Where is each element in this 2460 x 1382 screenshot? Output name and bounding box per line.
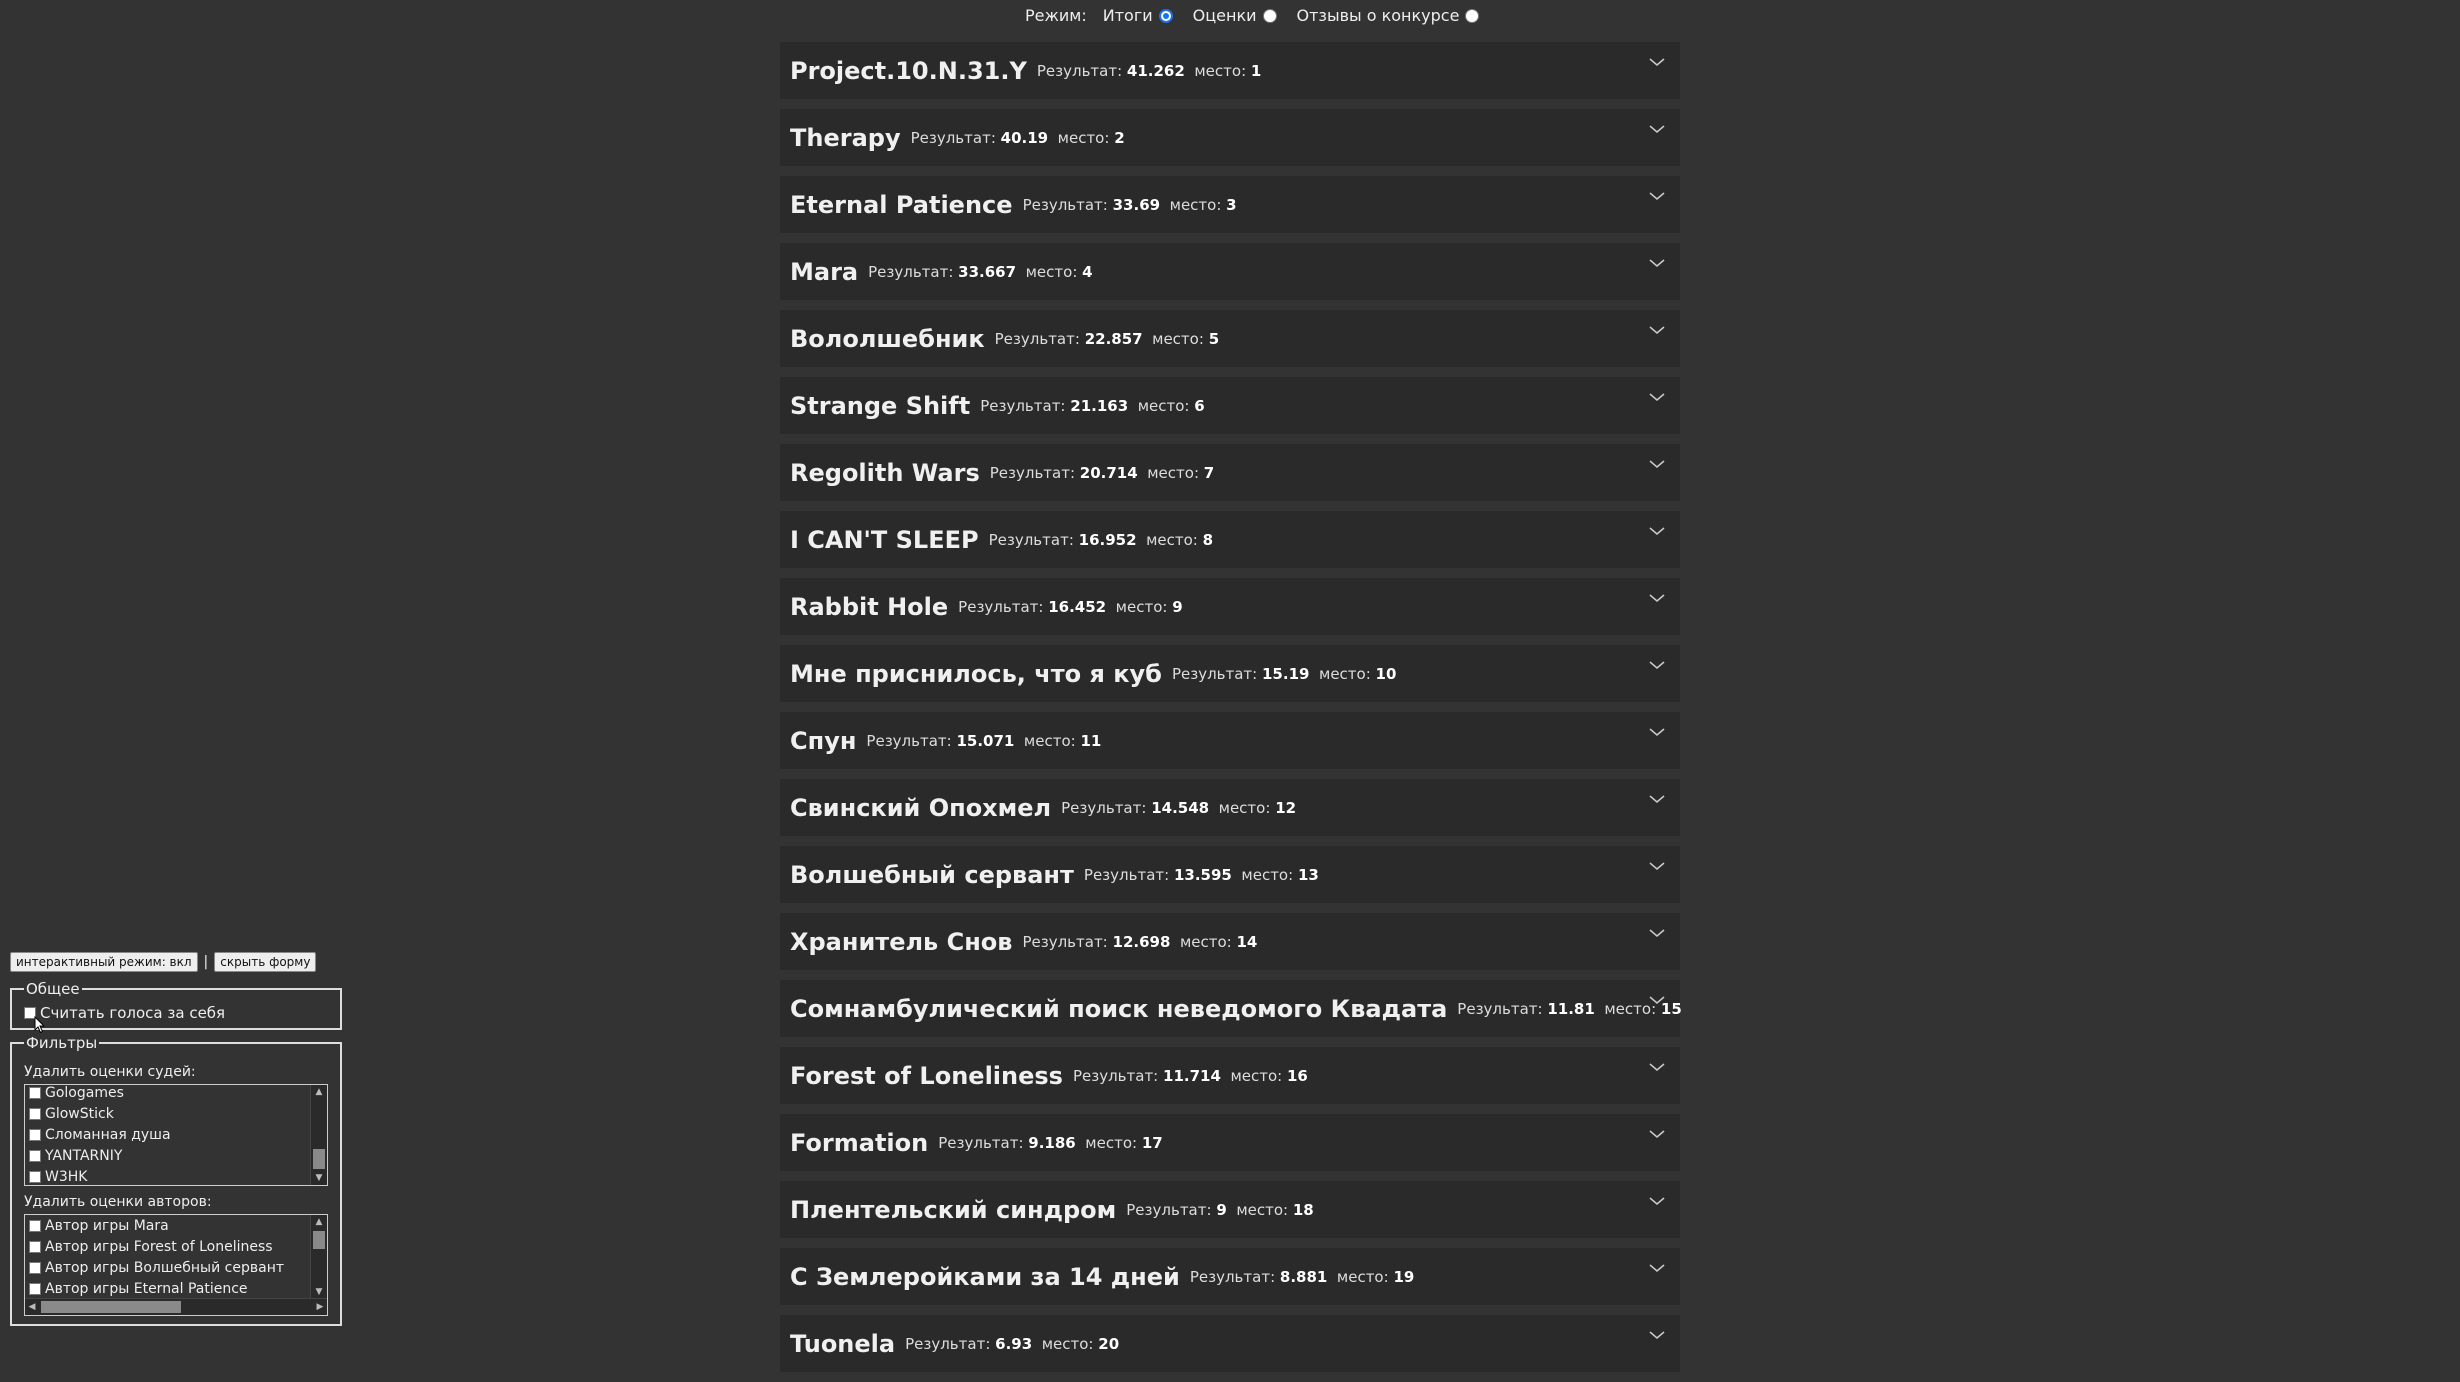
game-title: Therapy bbox=[790, 123, 901, 152]
result-place: 1 bbox=[1250, 61, 1262, 80]
result-place: 18 bbox=[1292, 1200, 1314, 1219]
judge-name: YANTARNIY bbox=[45, 1147, 123, 1164]
control-panel bbox=[10, 952, 342, 1326]
place-label: место: bbox=[1137, 396, 1190, 415]
authors-hscroll-thumb[interactable] bbox=[41, 1301, 181, 1313]
game-title: Мне приснилось, что я куб bbox=[790, 659, 1162, 688]
scroll-up-icon[interactable]: ▲ bbox=[315, 1087, 323, 1097]
author-name: Автор игры Mara bbox=[45, 1217, 169, 1234]
result-score: 33.667 bbox=[958, 262, 1017, 281]
place-label: место: bbox=[1169, 195, 1222, 214]
game-title: Mara bbox=[790, 257, 859, 286]
general-legend: Общее bbox=[26, 980, 80, 998]
judges-label: Удалить оценки судей: bbox=[24, 1064, 196, 1080]
result-row[interactable] bbox=[780, 243, 1680, 300]
result-place: 13 bbox=[1297, 865, 1319, 884]
place-label: место: bbox=[1025, 262, 1078, 281]
game-meta bbox=[938, 1134, 1162, 1152]
mode-option-label-itogi[interactable]: Итоги bbox=[1102, 6, 1153, 25]
mouse-cursor-icon bbox=[34, 1016, 46, 1034]
result-row[interactable] bbox=[780, 511, 1680, 568]
authors-scrollbar[interactable] bbox=[310, 1215, 327, 1299]
result-label: Результат: bbox=[958, 597, 1044, 616]
result-score: 8.881 bbox=[1279, 1267, 1328, 1286]
judge-checkbox[interactable] bbox=[29, 1108, 41, 1120]
judge-checkbox[interactable] bbox=[29, 1129, 41, 1141]
author-name: Автор игры Forest of Loneliness bbox=[45, 1238, 273, 1255]
result-label: Результат: bbox=[1171, 664, 1258, 683]
result-place: 19 bbox=[1393, 1267, 1415, 1286]
game-meta bbox=[1084, 866, 1319, 884]
result-score: 40.19 bbox=[1000, 128, 1049, 147]
author-checkbox[interactable] bbox=[29, 1241, 41, 1253]
game-meta bbox=[1073, 1067, 1308, 1085]
result-label: Результат: bbox=[1189, 1267, 1276, 1286]
result-place: 3 bbox=[1226, 195, 1237, 214]
result-place: 14 bbox=[1236, 932, 1258, 951]
result-label: Результат: bbox=[866, 731, 952, 750]
result-row[interactable] bbox=[780, 712, 1680, 769]
result-row[interactable] bbox=[780, 444, 1680, 501]
chevron-down-icon[interactable] bbox=[1648, 927, 1666, 939]
chevron-down-icon[interactable] bbox=[1648, 324, 1666, 336]
author-checkbox[interactable] bbox=[29, 1220, 41, 1232]
result-label: Результат: bbox=[938, 1133, 1024, 1152]
result-label: Результат: bbox=[1083, 865, 1170, 884]
result-place: 8 bbox=[1202, 530, 1214, 549]
result-label: Результат: bbox=[868, 262, 954, 281]
result-place: 5 bbox=[1208, 329, 1220, 348]
result-row[interactable] bbox=[780, 578, 1680, 635]
result-place: 20 bbox=[1098, 1334, 1120, 1353]
result-label: Результат: bbox=[988, 530, 1074, 549]
result-label: Результат: bbox=[910, 128, 996, 147]
result-score: 41.262 bbox=[1126, 61, 1185, 80]
chevron-down-icon[interactable] bbox=[1648, 860, 1666, 872]
game-meta bbox=[868, 263, 1092, 281]
game-meta bbox=[995, 330, 1219, 348]
game-meta bbox=[1172, 665, 1396, 683]
game-meta bbox=[989, 531, 1213, 549]
result-score: 15.071 bbox=[956, 731, 1015, 750]
result-score: 6.93 bbox=[995, 1334, 1033, 1353]
hide-form-button[interactable]: скрыть форму bbox=[214, 952, 316, 972]
result-row[interactable] bbox=[780, 42, 1680, 99]
result-place: 9 bbox=[1172, 597, 1183, 616]
authors-scroll-thumb[interactable] bbox=[313, 1231, 325, 1249]
scroll-left-icon[interactable]: ◀ bbox=[28, 1302, 36, 1312]
author-name: Автор игры Волшебный сервант bbox=[45, 1259, 284, 1276]
result-score: 21.163 bbox=[1070, 396, 1129, 415]
result-label: Результат: bbox=[1022, 195, 1108, 214]
place-label: место: bbox=[1115, 597, 1168, 616]
judge-filter-item[interactable] bbox=[25, 1145, 327, 1166]
result-label: Результат: bbox=[905, 1334, 991, 1353]
button-separator: | bbox=[203, 954, 209, 970]
place-label: место: bbox=[1336, 1267, 1389, 1286]
game-title: Regolith Wars bbox=[790, 458, 980, 487]
chevron-down-icon[interactable] bbox=[1648, 190, 1666, 202]
result-score: 20.714 bbox=[1079, 463, 1138, 482]
result-score: 12.698 bbox=[1112, 932, 1171, 951]
game-meta bbox=[990, 464, 1214, 482]
chevron-down-icon[interactable] bbox=[1648, 56, 1666, 68]
result-label: Результат: bbox=[980, 396, 1066, 415]
game-title: Rabbit Hole bbox=[790, 592, 949, 621]
author-checkbox[interactable] bbox=[29, 1262, 41, 1274]
author-filter-item[interactable] bbox=[25, 1278, 327, 1299]
chevron-down-icon[interactable] bbox=[1648, 592, 1666, 604]
chevron-down-icon[interactable] bbox=[1648, 525, 1666, 537]
judge-name: GlowStick bbox=[45, 1105, 114, 1122]
judge-name: W3HK bbox=[45, 1168, 88, 1185]
result-place: 4 bbox=[1082, 262, 1093, 281]
result-row[interactable] bbox=[780, 645, 1680, 702]
chevron-down-icon[interactable] bbox=[1648, 1262, 1666, 1274]
result-place: 11 bbox=[1080, 731, 1102, 750]
authors-items bbox=[25, 1215, 327, 1299]
chevron-down-icon[interactable] bbox=[1648, 1329, 1666, 1341]
result-label: Результат: bbox=[989, 463, 1076, 482]
chevron-down-icon[interactable] bbox=[1648, 1128, 1666, 1140]
author-filter-item[interactable] bbox=[25, 1236, 327, 1257]
game-title: Сомнамбулический поиск неведомого Квадата bbox=[790, 994, 1448, 1023]
result-place: 2 bbox=[1114, 128, 1125, 147]
result-label: Результат: bbox=[1072, 1066, 1159, 1085]
judge-name: Gologames bbox=[45, 1084, 124, 1101]
authors-label: Удалить оценки авторов: bbox=[24, 1194, 212, 1210]
result-row[interactable] bbox=[780, 1315, 1680, 1372]
game-title: Project.10.N.31.Y bbox=[790, 56, 1027, 85]
game-title: Плентельский синдром bbox=[790, 1195, 1117, 1224]
filters-fieldset bbox=[10, 1034, 342, 1326]
authors-listbox[interactable] bbox=[24, 1214, 328, 1316]
result-row[interactable] bbox=[780, 913, 1680, 970]
result-row[interactable] bbox=[780, 176, 1680, 233]
game-title: Свинский Опохмел bbox=[790, 793, 1052, 822]
judges-items bbox=[25, 1084, 327, 1186]
result-place: 15 bbox=[1660, 999, 1682, 1018]
author-checkbox[interactable] bbox=[29, 1283, 41, 1295]
result-score: 22.857 bbox=[1084, 329, 1143, 348]
game-meta bbox=[1022, 933, 1257, 951]
scroll-down-icon[interactable]: ▼ bbox=[315, 1173, 323, 1183]
game-title: Хранитель Снов bbox=[790, 927, 1013, 956]
game-meta bbox=[1190, 1268, 1414, 1286]
mode-radio-otzyvy[interactable] bbox=[1465, 9, 1479, 23]
result-place: 17 bbox=[1141, 1133, 1163, 1152]
place-label: место: bbox=[1604, 999, 1657, 1018]
place-label: место: bbox=[1319, 664, 1371, 683]
chevron-down-icon[interactable] bbox=[1648, 257, 1666, 269]
result-row[interactable] bbox=[780, 779, 1680, 836]
authors-hscrollbar[interactable] bbox=[25, 1298, 327, 1315]
place-label: место: bbox=[1241, 865, 1294, 884]
game-meta bbox=[866, 732, 1101, 750]
judge-filter-item[interactable] bbox=[25, 1084, 327, 1103]
game-title: Спун bbox=[790, 726, 857, 755]
chevron-down-icon[interactable] bbox=[1648, 793, 1666, 805]
result-place: 12 bbox=[1275, 798, 1297, 817]
result-label: Результат: bbox=[1061, 798, 1147, 817]
general-fieldset bbox=[10, 980, 342, 1030]
place-label: место: bbox=[1230, 1066, 1283, 1085]
judges-listbox[interactable] bbox=[24, 1084, 328, 1186]
author-name: Автор игры Eternal Patience bbox=[45, 1280, 248, 1297]
result-row[interactable] bbox=[780, 310, 1680, 367]
result-row[interactable] bbox=[780, 1047, 1680, 1104]
place-label: место: bbox=[1023, 731, 1076, 750]
judges-scroll-thumb[interactable] bbox=[313, 1149, 325, 1169]
mode-radio-itogi[interactable] bbox=[1159, 9, 1173, 23]
judge-checkbox[interactable] bbox=[29, 1087, 41, 1099]
result-row[interactable] bbox=[780, 1248, 1680, 1305]
result-place: 6 bbox=[1194, 396, 1205, 415]
game-title: Formation bbox=[790, 1128, 929, 1157]
chevron-down-icon[interactable] bbox=[1648, 1195, 1666, 1207]
chevron-down-icon[interactable] bbox=[1648, 659, 1666, 671]
chevron-down-icon[interactable] bbox=[1648, 458, 1666, 470]
game-meta bbox=[958, 598, 1182, 616]
result-score: 33.69 bbox=[1112, 195, 1161, 214]
judge-filter-item[interactable] bbox=[25, 1103, 327, 1124]
chevron-down-icon[interactable] bbox=[1648, 994, 1666, 1006]
result-score: 13.595 bbox=[1173, 865, 1232, 884]
result-label: Результат: bbox=[1126, 1200, 1212, 1219]
result-place: 16 bbox=[1287, 1066, 1308, 1085]
place-label: место: bbox=[1236, 1200, 1289, 1219]
judge-checkbox[interactable] bbox=[29, 1150, 41, 1162]
result-score: 9.186 bbox=[1028, 1133, 1076, 1152]
result-score: 11.714 bbox=[1163, 1066, 1221, 1085]
place-label: место: bbox=[1147, 463, 1199, 482]
mode-option-label-ocenki[interactable]: Оценки bbox=[1192, 6, 1257, 25]
game-title: Eternal Patience bbox=[790, 190, 1013, 219]
result-label: Результат: bbox=[1457, 999, 1543, 1018]
control-buttons bbox=[10, 952, 342, 972]
result-place: 7 bbox=[1203, 463, 1215, 482]
chevron-down-icon[interactable] bbox=[1648, 123, 1666, 135]
result-score: 16.952 bbox=[1078, 530, 1137, 549]
result-row[interactable] bbox=[780, 377, 1680, 434]
judge-filter-item[interactable] bbox=[25, 1124, 327, 1145]
result-place: 10 bbox=[1375, 664, 1397, 683]
game-meta bbox=[1023, 196, 1237, 214]
game-title: Tuonela bbox=[790, 1329, 896, 1358]
result-label: Результат: bbox=[1036, 61, 1123, 80]
game-meta bbox=[980, 397, 1204, 415]
game-meta bbox=[1061, 799, 1296, 817]
mode-option-label-otzyvy[interactable]: Отзывы о конкурсе bbox=[1296, 6, 1460, 25]
place-label: место: bbox=[1041, 1334, 1094, 1353]
game-title: Strange Shift bbox=[790, 391, 971, 420]
game-title: Волшебный сервант bbox=[790, 860, 1074, 889]
game-meta bbox=[905, 1335, 1119, 1353]
judges-scrollbar[interactable] bbox=[310, 1085, 327, 1185]
result-label: Результат: bbox=[994, 329, 1080, 348]
game-title: С Землеройками за 14 дней bbox=[790, 1262, 1180, 1291]
game-title: Forest of Loneliness bbox=[790, 1061, 1063, 1090]
game-meta bbox=[1037, 62, 1261, 80]
result-row[interactable] bbox=[780, 846, 1680, 903]
place-label: место: bbox=[1057, 128, 1110, 147]
filters-legend: Фильтры bbox=[26, 1034, 98, 1052]
result-row[interactable] bbox=[780, 980, 1680, 1037]
judge-filter-item[interactable] bbox=[25, 1166, 327, 1186]
game-title: Вололшебник bbox=[790, 324, 985, 353]
count-self-votes-option[interactable] bbox=[24, 1002, 328, 1023]
place-label: место: bbox=[1218, 798, 1271, 817]
place-label: место: bbox=[1146, 530, 1198, 549]
place-label: место: bbox=[1194, 61, 1247, 80]
result-score: 15.19 bbox=[1262, 664, 1310, 683]
scroll-down-icon[interactable]: ▼ bbox=[315, 1287, 323, 1297]
place-label: место: bbox=[1085, 1133, 1138, 1152]
result-score: 16.452 bbox=[1048, 597, 1107, 616]
place-label: место: bbox=[1179, 932, 1232, 951]
author-filter-item[interactable] bbox=[25, 1215, 327, 1236]
scroll-right-icon[interactable]: ▶ bbox=[316, 1302, 324, 1312]
result-row[interactable] bbox=[780, 1181, 1680, 1238]
chevron-down-icon[interactable] bbox=[1648, 1061, 1666, 1073]
judge-name: Сломанная душа bbox=[45, 1126, 171, 1143]
result-label: Результат: bbox=[1022, 932, 1108, 951]
count-self-votes-label: Считать голоса за себя bbox=[40, 1003, 226, 1022]
scroll-up-icon[interactable]: ▲ bbox=[315, 1217, 323, 1227]
judge-checkbox[interactable] bbox=[29, 1171, 41, 1183]
game-meta bbox=[911, 129, 1125, 147]
chevron-down-icon[interactable] bbox=[1648, 726, 1666, 738]
mode-selector bbox=[1025, 6, 1493, 25]
chevron-down-icon[interactable] bbox=[1648, 391, 1666, 403]
game-meta bbox=[1126, 1201, 1313, 1219]
mode-radio-ocenki[interactable] bbox=[1263, 9, 1277, 23]
result-row[interactable] bbox=[780, 109, 1680, 166]
author-filter-item[interactable] bbox=[25, 1257, 327, 1278]
mode-label: Режим: bbox=[1025, 6, 1087, 25]
result-score: 9 bbox=[1216, 1200, 1227, 1219]
result-score: 11.81 bbox=[1547, 999, 1595, 1018]
interactive-mode-button[interactable]: интерактивный режим: вкл bbox=[10, 952, 198, 972]
result-score: 14.548 bbox=[1151, 798, 1210, 817]
result-row[interactable] bbox=[780, 1114, 1680, 1171]
game-title: I CAN'T SLEEP bbox=[790, 525, 979, 554]
place-label: место: bbox=[1152, 329, 1204, 348]
results-list bbox=[780, 42, 1680, 1382]
